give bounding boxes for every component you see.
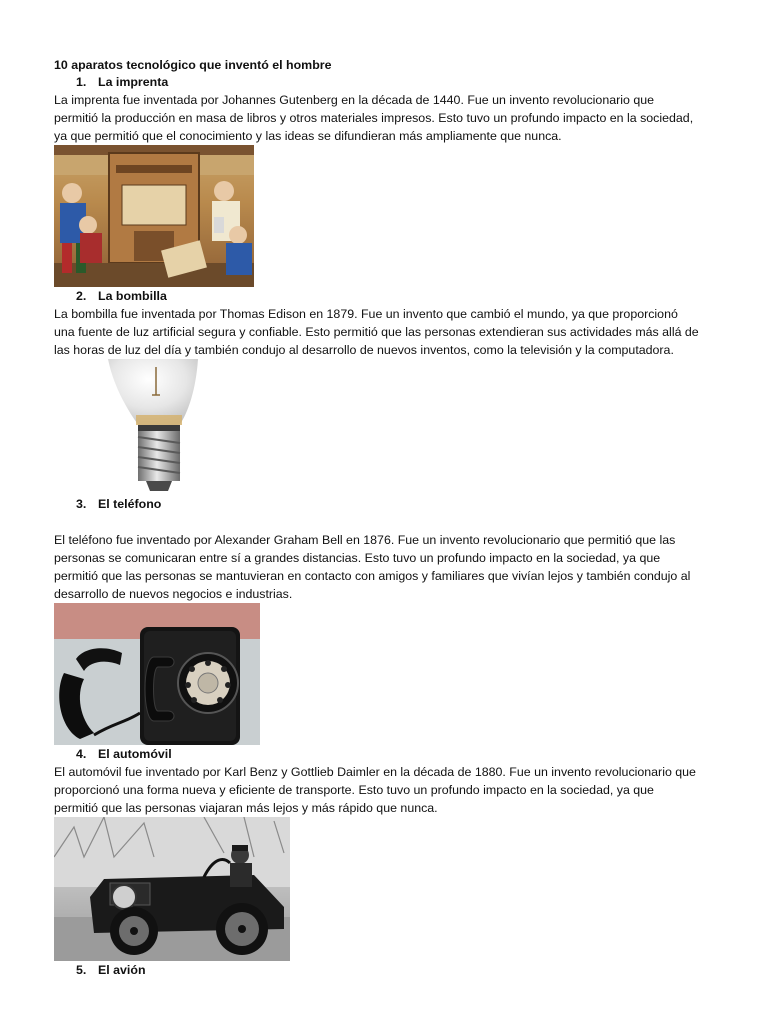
item-heading-telefono <box>54 495 714 513</box>
item-title: La imprenta <box>98 75 169 89</box>
paragraph-line: desarrollo de nuevos negocios e industrias. <box>54 587 293 601</box>
item-number: 2. <box>76 289 87 303</box>
paragraph-line: una fuente de luz artificial segura y confiable. Esto permitió que las personas extendieran sus actividades más allá de <box>54 325 699 339</box>
item-number: 4. <box>76 747 87 761</box>
item-title: La bombilla <box>98 289 167 303</box>
item-title: El teléfono <box>98 497 162 511</box>
item-heading-avion <box>54 961 714 979</box>
paragraph-line: El teléfono fue inventado por Alexander Graham Bell en 1876. Fue un invento revolucionario que permitió que las <box>54 533 676 547</box>
paragraph-line: ya que permitió que el conocimiento y las ideas se difundieran más ampliamente que nunca. <box>54 129 562 143</box>
item-title: El avión <box>98 963 146 977</box>
light-bulb-image <box>98 359 218 495</box>
telephone-image <box>54 603 260 745</box>
item-heading-automovil <box>54 745 714 763</box>
paragraph-line: permitió la producción en masa de libros y otros materiales impresos. Esto tuvo un profundo impacto en la sociedad, <box>54 111 694 125</box>
automobile-image <box>54 817 290 961</box>
item-number: 3. <box>76 497 87 511</box>
item-number: 1. <box>76 75 87 89</box>
item-number: 5. <box>76 963 87 977</box>
paragraph-line: La bombilla fue inventada por Thomas Edison en 1879. Fue un invento que cambió el mundo, ya que proporcionó <box>54 307 678 321</box>
document-title: 10 aparatos tecnológico que inventó el hombre <box>54 58 332 72</box>
item-heading-imprenta <box>54 73 714 91</box>
paragraph-line: personas se comunicaran entre sí a grandes distancias. Esto tuvo un profundo impacto en la sociedad, ya que <box>54 551 661 565</box>
paragraph-line: proporcionó una forma nueva y eficiente de transporte. Esto tuvo un profundo impacto en la sociedad, ya que <box>54 783 654 797</box>
item-title: El automóvil <box>98 747 172 761</box>
paragraph-telefono <box>54 531 714 603</box>
document-page <box>54 56 714 979</box>
paragraph-bombilla <box>54 305 714 359</box>
paragraph-line: El automóvil fue inventado por Karl Benz y Gottlieb Daimler en la década de 1880. Fue un invento revolucionario que <box>54 765 696 779</box>
paragraph-line: las horas de luz del día y también condujo al desarrollo de nuevos inventos, como la televisión y la computadora. <box>54 343 674 357</box>
paragraph-line: permitió que las personas viajaran más lejos y más rápido que nunca. <box>54 801 438 815</box>
paragraph-automovil <box>54 763 714 817</box>
paragraph-line: permitió que las personas se mantuvieran en contacto con amigos y familiares que vivían lejos y también condujo al <box>54 569 691 583</box>
paragraph-line: La imprenta fue inventada por Johannes Gutenberg en la década de 1440. Fue un invento revolucionario que <box>54 93 654 107</box>
printing-press-image <box>54 145 254 287</box>
paragraph-imprenta <box>54 91 714 145</box>
item-heading-bombilla <box>54 287 714 305</box>
